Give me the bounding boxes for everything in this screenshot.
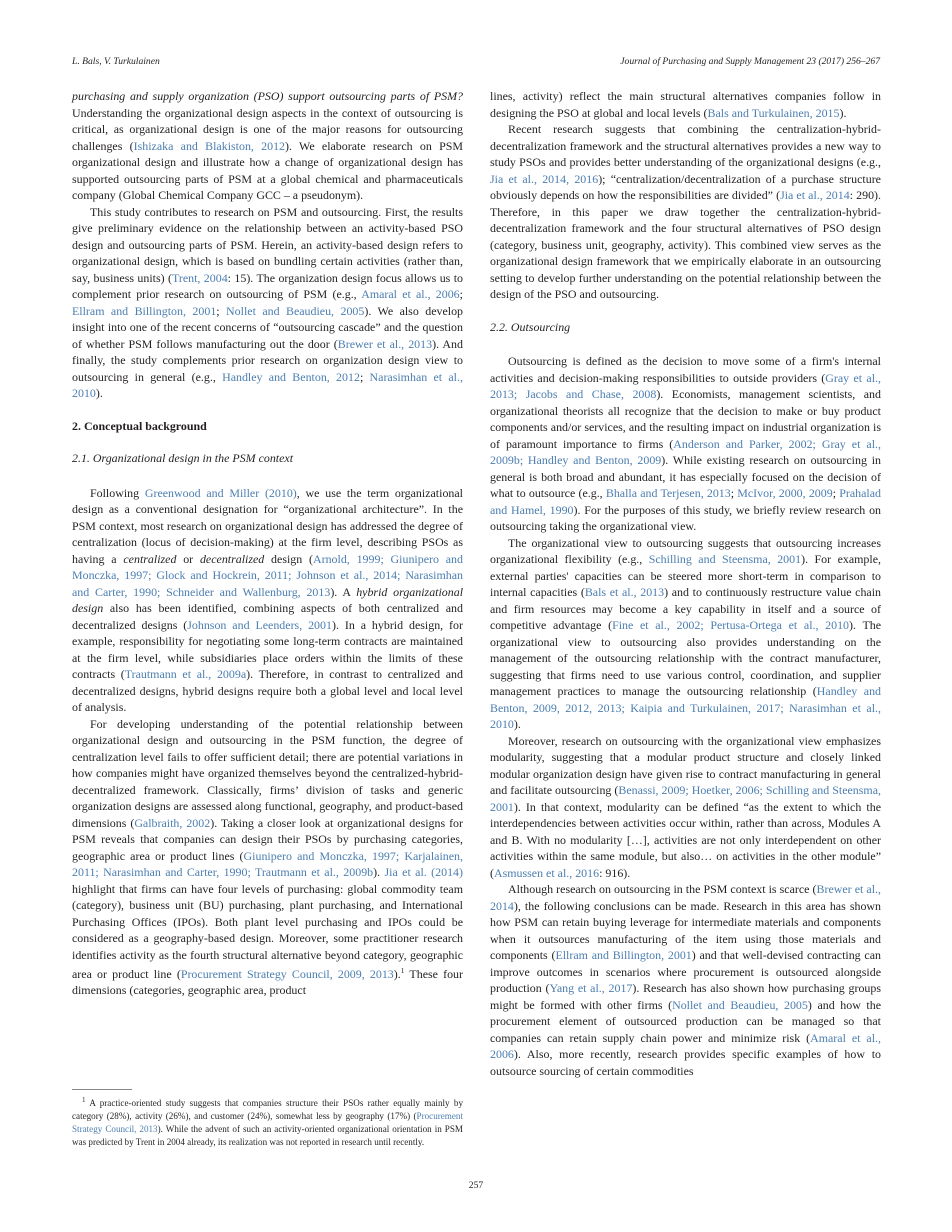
citation-link[interactable]: Jia et al. (2014) [384,865,463,879]
citation-link[interactable]: Nollet and Beaudieu, 2005 [672,997,808,1012]
paragraph: This study contributes to research on PSM and outsourcing. First, the results give preliminary evidence on the relationship between an activity-based PSO design and outsourcing parts of PSM. Herein, an activity-based design refers to organizational design, which is based on bundling certain activities (rather than, say, business units) (Trent, 2004: 15). The organization design focus allows us to complement prior research on outsourcing of PSM (e.g., Amaral et al., 2006; Ellram and Billington, 2001; Nollet and Beaudieu, 2005). We also develop insight into one of the recent concerns of “outsourcing cascade” and the question of whether PSM follows manufacturing out the door (Brewer et al., 2013). And finally, the study complements prior research on organization design view to outsourcing in general (e.g., Handley and Benton, 2012; Narasimhan et al., 2010). [72,204,464,400]
section-heading: 2. Conceptual background [72,418,207,433]
citation-link[interactable]: Giunipero and Monczka, 1997; Karjalainen, 2011; Narasimhan and Carter, 1990; Trautmann et al., 2009b [72,848,463,879]
paragraph: Although research on outsourcing in the PSM context is scarce (Brewer et al., 2014), the following conclusions can be made. Research in this area has shown how PSM can retain buying leverage for intermediate materials and components when it outsources manufacturing of the item using those materials and components (Ellram and Billington, 2001) and that well-devised contracting can improve outcomes in scenarios where procurement is outsourced alongside production (Yang et al., 2017). Research has also shown how purchasing groups might be formed with other firms (Nollet and Beaudieu, 2005) and how the procurement element of outsourced production can be managed so that companies can retain supply chain power and minimize risk (Amaral et al., 2006). Also, more recently, research provides specific examples of how to outsource sourcing of certain commodities [490,882,882,1078]
citation-link[interactable]: Procurement Strategy Council, 2009, 2013 [180,966,394,981]
citation-link[interactable]: Greenwood and Miller (2010) [144,485,297,500]
citation-link[interactable]: Jia et al., 2014, 2016 [490,171,599,186]
citation-link[interactable]: Nollet and Beaudieu, 2005 [226,303,365,318]
citation-link[interactable]: Trent, 2004 [171,270,228,285]
right-column [490,88,881,1079]
citation-link[interactable]: Arnold, 1999; Giunipero and Monczka, 1997; Glock and Hockrein, 2011; Johnson et al., 2014; Narasimhan and Carter, 1990; Schneider and Wallenburg, 2013 [72,551,463,599]
citation-link[interactable]: Bhalla and Terjesen, 2013 [605,486,731,500]
citation-link[interactable]: Handley and Benton, 2012 [222,369,360,384]
running-header-journal: Journal of Purchasing and Supply Management 23 (2017) 256–267 [620,56,880,67]
page-number: 257 [468,1180,484,1191]
citation-link[interactable]: Yang et al., 2017 [549,981,633,995]
research-question: purchasing and supply organization (PSO) support outsourcing parts of PSM? [72,89,463,103]
citation-link[interactable]: Amaral et al., 2006 [490,1030,881,1061]
citation-link[interactable]: Brewer et al., 2014 [490,882,881,913]
citation-link[interactable]: Ellram and Billington, 2001 [72,303,217,318]
citation-link[interactable]: Ellram and Billington, 2001 [555,948,692,962]
citation-link[interactable]: Bals et al., 2013 [584,585,665,599]
citation-link[interactable]: Handley and Benton, 2009, 2012, 2013; Kaipia and Turkulainen, 2017; Narasimhan et al., 2010 [490,684,882,731]
citation-link[interactable]: Benassi, 2009; Hoetker, 2006; Schilling and Steensma, 2001 [490,783,881,814]
paragraph: purchasing and supply organization (PSO) support outsourcing parts of PSM? Understanding the organizational design aspects in the context of outsourcing is critical, as organizational design is one of the major reasons for outsourcing challenges (Ishizaka and Blakiston, 2012). We elaborate research on PSM organizational design and illustrate how a change of organizational design has supported outsourcing parts of PSM at a global chemical and pharmaceuticals company (Global Chemical Company GCC – a pseudonym). [72,89,463,202]
left-column [72,88,463,999]
running-header-authors: L. Bals, V. Turkulainen [72,56,160,67]
subsection-heading: 2.1. Organizational design in the PSM context [72,451,294,465]
citation-link[interactable]: Galbraith, 2002 [134,815,211,830]
citation-link[interactable]: Schilling and Steensma, 2001 [648,552,802,566]
citation-link[interactable]: Ishizaka and Blakiston, 2012 [133,138,286,153]
citation-link[interactable]: Narasimhan et al., 2010 [72,369,463,400]
citation-link[interactable]: Brewer et al., 2013 [337,336,433,351]
paragraph: For developing understanding of the potential relationship between organizational design and outsourcing in the PSM function, the degree of centralization level fails to offer sufficient detail; there are potential variations in how companies might have organized themselves beyond the centralized-hybrid-decentralized framework. Classically, firms’ division of tasks and generic organization designs are assessed along functional, geography, and product-based dimensions (Galbraith, 2002). Taking a closer look at organizational designs for PSM reveals that companies can design their PSOs by purchasing categories, geographic area or product lines (Giunipero and Monczka, 1997; Karjalainen, 2011; Narasimhan and Carter, 1990; Trautmann et al., 2009b). Jia et al. (2014) highlight that firms can have four levels of purchasing: global commodity team (category), business unit (BU) purchasing, plant purchasing, and International Purchasing Offices (IPOs). Both plant level purchasing and IPOs could be considered as a geography-based design. Moreover, some practitioner research identifies activity as the fourth structural alternative beyond category, geographic area or product line (Procurement Strategy Council, 2009, 2013).$^1$ These four dimensions (categories, geographic area, product [72,716,463,998]
citation-link[interactable]: Gray et al., 2013; Jacobs and Chase, 2008 [490,370,881,401]
citation-link[interactable]: Jia et al., 2014 [780,188,850,202]
citation-link[interactable]: McIvor, 2000, 2009 [737,486,833,500]
citation-link[interactable]: Anderson and Parker, 2002; Gray et al., 2009b; Handley and Benton, 2009 [490,436,881,467]
paragraph: The organizational view to outsourcing suggests that outsourcing increases organizational flexibility (e.g., Schilling and Steensma, 2001). For example, external parties' capacities can be steered more short-term in comparison to internal capacities (Bals et al., 2013) and to continuously restructure value chain and firm resources may become a key capability in itself and a source of competitive advantage (Fine et al., 2002; Pertusa-Ortega et al., 2010). The organizational view to outsourcing also provides understanding on the management of the outsourcing relationship with the contract manufacturer, suggesting that firms need to use various control, coordination, and supplier management practices to manage the outsourcing relationship (Handley and Benton, 2009, 2012, 2013; Kaipia and Turkulainen, 2017; Narasimhan et al., 2010). [490,535,882,731]
footnote-marker[interactable]: 1 [400,966,405,975]
footnote: $^1$ A practice-oriented study suggests that companies structure their PSOs rather equally mainly by category (28%), activity (26%), and customer (24%), somewhat less by geography (17%) (Procurement Strategy Council, 2013). While the advent of such an activity-oriented organizational orientation in PSM was predicted by Trent in 2004 already, its realization was not reported in research until recently. [72,1096,464,1148]
paragraph: Recent research suggests that combining the centralization-hybrid-decentralization framework and the structural alternatives provides a new way to study PSOs and provides better understanding of the organizational designs (e.g., Jia et al., 2014, 2016); “centralization/decentralization of a purchase structure obviously depends on how the responsibilities are divided” (Jia et al., 2014: 290). Therefore, in this paper we draw together the centralization-hybrid-decentralization framework and the four structural alternatives of PSO design (category, business unit, geography, activity). This combined view serves as the organizational design framework that we empirically elaborate in an outsourcing setting to develop further understanding on the potential relationship between the design of the PSO and outsourcing. [490,122,882,301]
footnote-divider [72,1089,132,1090]
citation-link[interactable]: Prahalad and Hamel, 1990 [490,486,881,517]
subsection-heading: 2.2. Outsourcing [490,319,571,334]
citation-link[interactable]: Amaral et al., 2006 [361,287,460,301]
paragraph: Moreover, research on outsourcing with the organizational view emphasizes modularity, suggesting that a modular product structure and closely linked modular organization design have given rise to contract manufacturing in general and facilitate outsourcing (Benassi, 2009; Hoetker, 2006; Schilling and Steensma, 2001). In that context, modularity can be defined “as the extent to which the interdependencies between activities occur within, rather than across, Modules A and B. With no modularity […], activities are not only interdependent on other activities within the same module, but also… on activities in the other module” (Asmussen et al., 2016: 916). [490,733,881,880]
citation-link[interactable]: Fine et al., 2002; Pertusa-Ortega et al., 2010 [612,618,850,632]
citation-link[interactable]: Johnson and Leenders, 2001 [187,617,332,632]
citation-link[interactable]: Trautmann et al., 2009a [124,667,247,681]
paragraph: Following Greenwood and Miller (2010), we use the term organizational design as a conventional designation for “organizational architecture”. In the PSM context, most research on organizational design has addressed the degree of centralization (locus of decision-making) at the firm level, describing PSOs as having a centralized or decentralized design (Arnold, 1999; Giunipero and Monczka, 1997; Glock and Hockrein, 2011; Johnson et al., 2014; Narasimhan and Carter, 1990; Schneider and Wallenburg, 2013). A hybrid organizational design also has been identified, combining aspects of both centralized and decentralized designs (Johnson and Leenders, 2001). In a hybrid design, for example, responsibility for negotiating some long-term contracts are maintained at the firm level, while subsidiaries place orders within the limits of these contracts (Trautmann et al., 2009a). Therefore, in contrast to centralized and decentralized designs, hybrid designs require both a global level and local level of analysis. [72,485,464,714]
paragraph: lines, activity) reflect the main structural alternatives companies follow in designing the PSO at global and local levels (Bals and Turkulainen, 2015). [490,89,881,120]
citation-link[interactable]: Bals and Turkulainen, 2015 [707,105,840,120]
footnote-number: 1 [82,1096,86,1104]
citation-link[interactable]: Procurement Strategy Council, 2013 [72,1111,463,1135]
citation-link[interactable]: Asmussen et al., 2016 [493,865,600,880]
paragraph: Outsourcing is defined as the decision to move some of a firm's internal activities and decision-making responsibilities to outside providers (Gray et al., 2013; Jacobs and Chase, 2008). Economists, management scientists, and organizational theorists all recognize that the decision to make or buy product components and/or services, and the resulting impact on industrial organization is of paramount importance to firms (Anderson and Parker, 2002; Gray et al., 2009b; Handley and Benton, 2009). While existing research on outsourcing in general is both broad and abundant, it has especially focused on the decision of what to outsource (e.g., Bhalla and Terjesen, 2013; McIvor, 2000, 2009; Prahalad and Hamel, 1990). For the purposes of this study, we briefly review research on outsourcing taking the organizational view. [490,354,882,533]
